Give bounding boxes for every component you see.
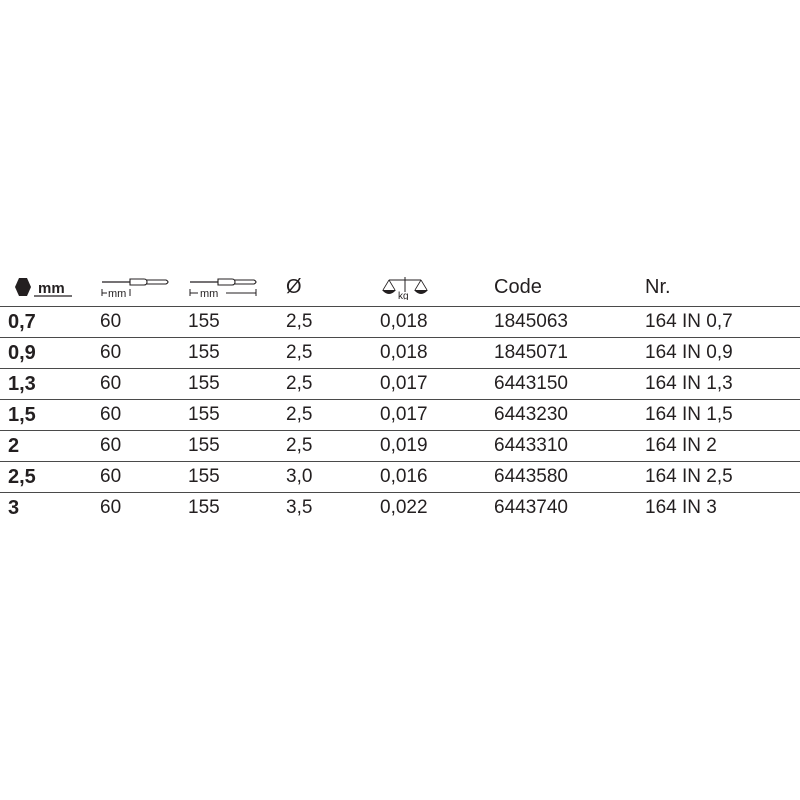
header-blade-length-unit: mm xyxy=(108,288,127,300)
cell-weight: 0,018 xyxy=(380,342,428,363)
cell-code: 1845071 xyxy=(494,342,568,363)
cell-size: 3 xyxy=(8,496,20,519)
table-row xyxy=(0,368,800,399)
header-total-length xyxy=(188,268,264,306)
table-row xyxy=(0,430,800,461)
cell-total-length: 155 xyxy=(188,466,220,487)
header-code: Code xyxy=(494,275,542,298)
cell-size: 1,5 xyxy=(8,403,36,426)
cell-weight: 0,019 xyxy=(380,435,428,456)
cell-code: 1845063 xyxy=(494,311,568,332)
cell-size: 2 xyxy=(8,434,20,457)
cell-nr: 164 IN 2,5 xyxy=(645,466,733,487)
cell-diameter: 2,5 xyxy=(286,404,313,425)
cell-weight: 0,017 xyxy=(380,373,428,394)
cell-blade-length: 60 xyxy=(100,311,122,332)
cell-blade-length: 60 xyxy=(100,435,122,456)
cell-total-length: 155 xyxy=(188,311,220,332)
screwdriver-total-length-icon xyxy=(188,274,264,300)
cell-code: 6443580 xyxy=(494,466,568,487)
header-size xyxy=(8,268,80,306)
cell-nr: 164 IN 1,5 xyxy=(645,404,733,425)
header-blade-length xyxy=(100,268,176,306)
cell-diameter: 3,5 xyxy=(286,497,313,518)
cell-total-length: 155 xyxy=(188,435,220,456)
cell-nr: 164 IN 0,7 xyxy=(645,311,733,332)
cell-weight: 0,017 xyxy=(380,404,428,425)
cell-total-length: 155 xyxy=(188,404,220,425)
header-total-length-unit: mm xyxy=(200,288,219,300)
table-row xyxy=(0,337,800,368)
cell-diameter: 2,5 xyxy=(286,311,313,332)
cell-size: 1,3 xyxy=(8,372,36,395)
hex-key-icon xyxy=(8,274,80,300)
table-body xyxy=(0,306,800,523)
cell-code: 6443150 xyxy=(494,373,568,394)
cell-weight: 0,018 xyxy=(380,311,428,332)
header-weight xyxy=(380,268,430,306)
cell-diameter: 2,5 xyxy=(286,435,313,456)
cell-size: 2,5 xyxy=(8,465,36,488)
cell-size: 0,7 xyxy=(8,310,36,333)
cell-blade-length: 60 xyxy=(100,404,122,425)
cell-code: 6443310 xyxy=(494,435,568,456)
cell-blade-length: 60 xyxy=(100,466,122,487)
header-weight-unit: kg xyxy=(398,291,409,300)
cell-blade-length: 60 xyxy=(100,373,122,394)
screwdriver-blade-length-icon xyxy=(100,274,176,300)
table-row xyxy=(0,399,800,430)
cell-nr: 164 IN 1,3 xyxy=(645,373,733,394)
cell-code: 6443740 xyxy=(494,497,568,518)
cell-nr: 164 IN 0,9 xyxy=(645,342,733,363)
cell-diameter: 2,5 xyxy=(286,373,313,394)
table-header xyxy=(0,268,800,306)
cell-total-length: 155 xyxy=(188,497,220,518)
cell-weight: 0,022 xyxy=(380,497,428,518)
table-row xyxy=(0,461,800,492)
cell-code: 6443230 xyxy=(494,404,568,425)
table-row xyxy=(0,306,800,337)
cell-total-length: 155 xyxy=(188,342,220,363)
header-diameter: Ø xyxy=(286,275,302,298)
cell-blade-length: 60 xyxy=(100,342,122,363)
cell-total-length: 155 xyxy=(188,373,220,394)
cell-nr: 164 IN 2 xyxy=(645,435,717,456)
spec-table xyxy=(0,268,800,523)
header-nr: Nr. xyxy=(645,275,671,298)
cell-blade-length: 60 xyxy=(100,497,122,518)
cell-diameter: 2,5 xyxy=(286,342,313,363)
header-size-unit: mm xyxy=(38,280,65,297)
cell-weight: 0,016 xyxy=(380,466,428,487)
scale-icon xyxy=(380,274,430,300)
cell-size: 0,9 xyxy=(8,341,36,364)
table-row xyxy=(0,492,800,523)
cell-diameter: 3,0 xyxy=(286,466,313,487)
cell-nr: 164 IN 3 xyxy=(645,497,717,518)
